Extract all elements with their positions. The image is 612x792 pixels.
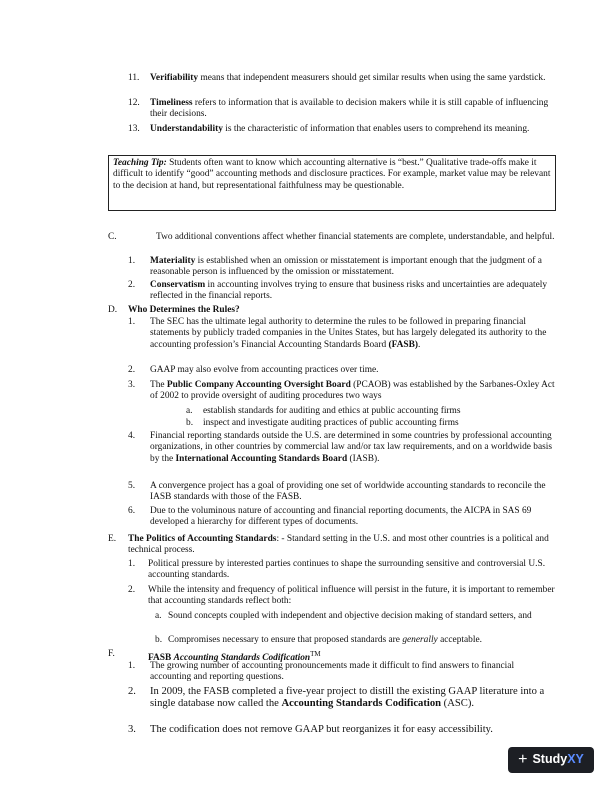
- sub-list-item: a. Sound concepts coupled with independent and objective decision making of standard setters, and: [155, 611, 532, 621]
- sub-list-item: b. Compromises necessary to ensure that proposed standards are generally acceptable.: [155, 635, 482, 645]
- list-item: 4. Financial reporting standards outside the U.S. are determined in some countries by professional accounting organizations, in other countries by commercial law and/or tax law requirements, and on a worldwide basis by the International Accounting Standards Board (IASB).: [128, 431, 553, 464]
- list-item: 11. Verifiability means that independent measurers should get similar results when using the same yardstick.: [128, 73, 546, 83]
- section-f-heading: F. FASB Accounting Standards Codification™: [108, 649, 321, 664]
- list-item: 3. The codification does not remove GAAP but reorganizes it for easy accessibility.: [128, 724, 493, 735]
- teaching-tip-label: Teaching Tip:: [113, 158, 167, 168]
- section-e: E. The Politics of Accounting Standards: - Standard setting in the U.S. and most other countries is a political and technical process.: [108, 534, 549, 556]
- list-item: 2. GAAP may also evolve from accounting practices over time.: [128, 365, 379, 375]
- list-item: 1. Materiality is established when an omission or misstatement is important enough that the judgment of a reasonable person is influenced by the omission or misstatement.: [128, 256, 542, 278]
- list-item: 12. Timeliness refers to information that is available to decision makers while it is still capable of influencing their decisions.: [128, 98, 549, 120]
- list-item: 2. While the intensity and frequency of political influence will persist in the future, it is important to remember that accounting standards reflect both:: [128, 585, 555, 607]
- sub-list-item: b. inspect and investigate auditing practices of public accounting firms: [186, 418, 459, 428]
- list-item: 5. A convergence project has a goal of providing one set of worldwide accounting standards to reconcile the IASB standards with those of the FASB.: [128, 481, 546, 503]
- studyxy-logo[interactable]: [508, 747, 594, 773]
- list-item: 2. Conservatism in accounting involves trying to ensure that business risks and uncertainties are adequately reflected in the financial reports.: [128, 280, 548, 302]
- sub-list-item: a. establish standards for auditing and ethics at public accounting firms: [186, 406, 461, 416]
- list-item: 1. The growing number of accounting pronouncements made it difficult to find answers to financial accounting and reporting questions.: [128, 661, 515, 683]
- teaching-tip-text: Students often want to know which accounting alternative is “best.” Qualitative trade-offs make it difficult to identify “good” accounting methods and disclosure practices. For example, market value may be relevant to the decision at hand, but representational faithfulness may be questionable.: [113, 158, 551, 191]
- plus-icon: +: [518, 751, 528, 768]
- list-item: 1. The SEC has the ultimate legal authority to determine the rules to be followed in preparing financial statements by publicly traded companies in the Unites States, but has largely delegated its authority to the accounting profession’s Financial Accounting Standards Board (FASB).: [128, 317, 547, 350]
- list-item: 13. Understandability is the characteristic of information that enables users to comprehend its meaning.: [128, 124, 530, 134]
- logo-text-study: Study: [532, 752, 568, 767]
- list-item: 6. Due to the voluminous nature of accounting and financial reporting documents, the AICPA in SAS 69 developed a hierarchy for different types of documents.: [128, 506, 532, 528]
- list-item: 2. In 2009, the FASB completed a five-year project to distill the existing GAAP literature into a single database now called the Accounting Standards Codification (ASC).: [128, 686, 545, 710]
- section-c: C. Two additional conventions affect whether financial statements are complete, understandable, and helpful.: [108, 232, 555, 242]
- teaching-tip-box: [108, 155, 556, 211]
- list-item: 1. Political pressure by interested parties continues to shape the surrounding sensitive and controversial U.S. accounting standards.: [128, 559, 546, 581]
- section-d-heading: D. Who Determines the Rules?: [108, 305, 240, 315]
- list-item: 3. The Public Company Accounting Oversight Board (PCAOB) was established by the Sarbanes-Oxley Act of 2002 to provide oversight of auditing procedures two ways: [128, 380, 555, 402]
- logo-text-xy: XY: [567, 752, 584, 767]
